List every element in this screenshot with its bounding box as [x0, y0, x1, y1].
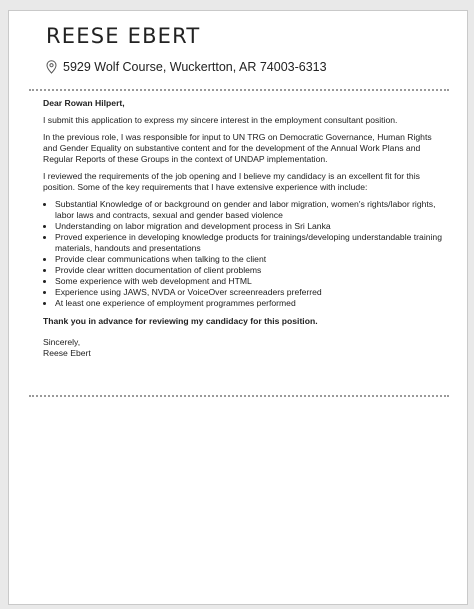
list-item: • Substantial Knowledge of or background on gender and labor migration, women's rights/labor rights, labor laws and contracts, sexual and gender based violence: [55, 199, 443, 221]
list-item: • Provide clear written documentation of client problems: [55, 265, 443, 276]
list-item: • Some experience with web development and HTML: [55, 276, 443, 287]
list-item: • Provide clear communications when talking to the client: [55, 254, 443, 265]
letter-body: [43, 98, 443, 359]
signature-name: Reese Ebert: [43, 348, 91, 358]
applicant-name: REESE EBERT: [46, 24, 201, 48]
header-divider: [29, 89, 449, 91]
paragraph-requirements: I reviewed the requirements of the job opening and I believe my candidacy is an excellent fit for this position. Some of the key requirements that I have extensive experience with include:: [43, 171, 420, 192]
closing: Sincerely,: [43, 337, 81, 347]
address-row: [46, 59, 327, 75]
footer-divider: [29, 395, 449, 397]
paragraph-previous-role: In the previous role, I was responsible for input to UN TRG on Democratic Governance, Human Rights and Gender Equality on substantive content and for the development of the Annual Work Plans and Regular Reports of these Groups in the context of UNDAP implementation.: [43, 132, 432, 164]
list-item: • At least one experience of employment programmes performed: [55, 298, 443, 309]
map-pin-icon: [46, 60, 57, 74]
paragraph-intro: I submit this application to express my sincere interest in the employment consultant position.: [43, 115, 398, 125]
address-text: 5929 Wolf Course, Wuckertton, AR 74003-6313: [63, 60, 327, 74]
list-item: • Understanding on labor migration and development process in Sri Lanka: [55, 221, 443, 232]
requirements-list: [43, 199, 443, 309]
list-item: • Proved experience in developing knowledge products for trainings/developing understandable training materials, handouts and presentations: [55, 232, 443, 254]
salutation: Dear Rowan Hilpert,: [43, 98, 125, 108]
thanks-line: Thank you in advance for reviewing my candidacy for this position.: [43, 316, 318, 326]
list-item: • Experience using JAWS, NVDA or VoiceOver screenreaders preferred: [55, 287, 443, 298]
document-page: [8, 10, 468, 605]
